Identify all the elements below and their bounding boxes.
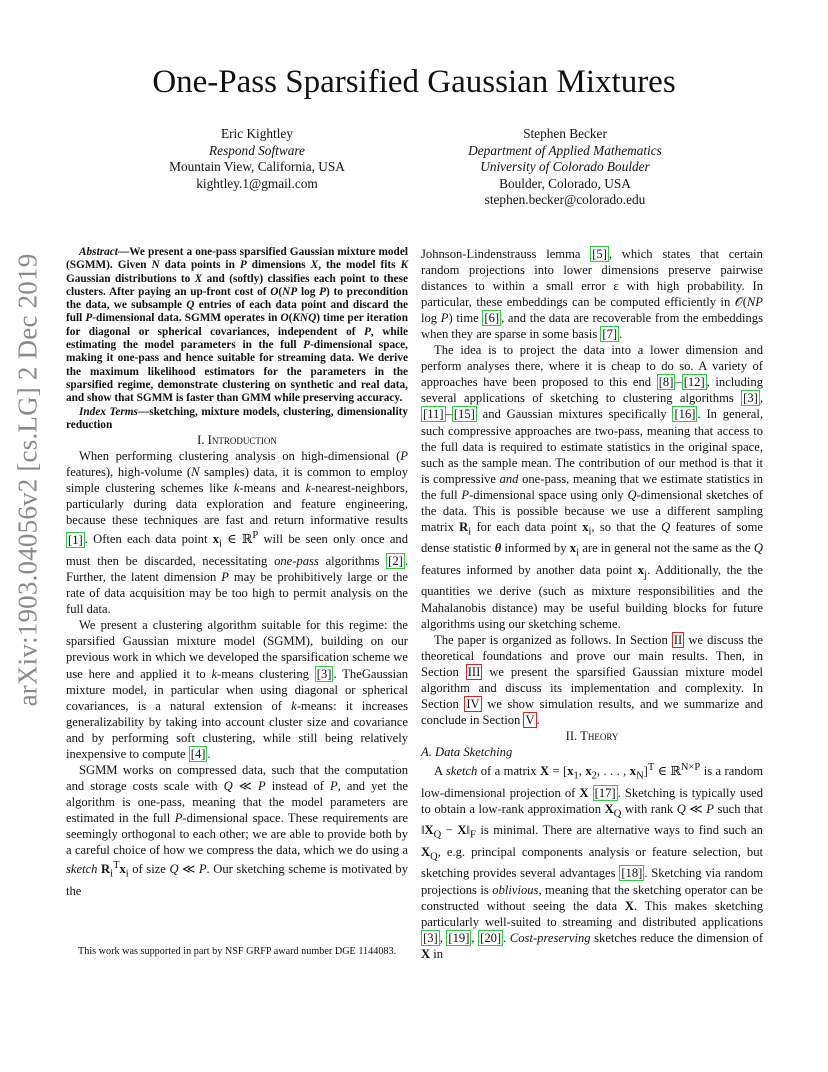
author-location: Mountain View, California, USA xyxy=(169,159,345,174)
author-block-1 xyxy=(157,126,357,192)
section-heading-theory: II. Theory xyxy=(565,728,619,743)
abstract: Abstract—We present a one-pass sparsified Gaussian mixture model (SGMM). Given N data points in P dimensions X, the model fits K Gaussian distributions to X and (softly) classifies each point to these clusters. After paying an up-front cost of O(NP log P) to precondition the data, we subsample Q entries of each data point and discard the full P-dimensional data. SGMM operates in O(KNQ) time per iteration for diagonal or spherical covariances, independent of P, while estimating the model parameters in the full P-dimensional space, making it one-pass and hence suitable for streaming data. We derive the maximum likelihood estimators for the parameters in the sparsified regime, demonstrate clustering on synthetic and real data, and show that SGMM is faster than GMM while preserving accuracy. xyxy=(66,246,409,405)
footnote: This work was supported in part by NSF GRFP award number DGE 1144083. xyxy=(78,946,397,957)
author-block-2 xyxy=(440,126,690,209)
index-terms: Index Terms—sketching, mixture models, clustering, dimensionality reduction xyxy=(66,405,408,431)
body-paragraph: A sketch of a matrix $X = [x_1$, $x_2$, . . . , $x_N]^T$ ∈ ℝ$^{N\times P}$ is a random low-dimensional projection of X [17] . Sketching is typically used to obtain a low-rank approximation $X_Q$ with rank Q ≪ P such that $‖X_Q$ − $X‖_F$ is minimal. There are alternative ways to find such an $X_Q$, e.g. principal components analysis or feature selection, but sketching provides several advantages [18] . Sketching via random projections is oblivious, meaning that the sketching operator can be constructed without seeing the data X. This makes sketching particularly well-suited to streaming and distributed applications [3] , [19] , [20] . Cost-preserving sketches reduce the dimension of X in xyxy=(421,762,764,961)
author-email: stephen.becker@colorado.edu xyxy=(484,192,646,207)
body-paragraph: We present a clustering algorithm suitable for this regime: the sparsified Gaussian mixture model (SGMM), building on our previous work in which we developed the sparsification scheme we use here and applied it to k-means clustering [3] . TheGaussian mixture model, in particular when using diagonal or spherical covariances, is a natural extension of k-means: it increases generalizability by taking into account cluster size and covariance and by performing soft clustering, while still being relatively inexpensive to compute [4] . xyxy=(66,618,409,761)
body-paragraph: The paper is organized as follows. In Section II we discuss the theoretical foundations and prove our main results. Then, in Section III we present the sparsified Gaussian mixture model algorithm and discuss its implementation and complexity. In Section IV we show simulation results, and we summarize and conclude in Section V . xyxy=(421,632,764,727)
right-column xyxy=(421,246,763,962)
section-heading-introduction: I. Introduction xyxy=(197,433,277,448)
author-name: Stephen Becker xyxy=(523,126,607,141)
author-email: kightley.1@gmail.com xyxy=(196,175,318,191)
paper-title: One-Pass Sparsified Gaussian Mixtures xyxy=(152,64,676,100)
arxiv-id: arXiv:1903.04056v2 [cs.LG] 2 Dec 2019 xyxy=(12,253,43,707)
left-column xyxy=(66,246,408,899)
body-paragraph: SGMM works on compressed data, such that the computation and storage costs scale with Q ≪ P instead of P, and yet the algorithm is one-pass, meaning that the model parameters are estimated in the full P-dimensional space. These requirements are seemingly orthogonal to each other; we are able to provide both by a careful choice of how we compress the data, which we do using a sketch $R_i^Tx_i$ of size Q ≪ P. Our sketching scheme is motivated by the xyxy=(66,762,408,898)
arxiv-stamp xyxy=(8,253,48,707)
subsection-heading-data-sketching: A. Data Sketching xyxy=(421,744,513,759)
author-name: Eric Kightley xyxy=(220,126,293,141)
author-affiliation: Respond Software xyxy=(209,142,305,158)
body-paragraph: Johnson-Lindenstrauss lemma [5] , which states that certain random projections into lower dimensions preserve pairwise distances to within a small error ε with high probability. In particular, these embeddings can be computed efficiently in 𝒪(NP log P) time [6] , and the data are recoverable from the embeddings when they are sparse in some basis [7] . xyxy=(421,247,763,342)
author-department: Department of Applied Mathematics xyxy=(468,142,662,158)
author-affiliation: University of Colorado Boulder xyxy=(480,159,650,174)
body-paragraph: When performing clustering analysis on high-dimensional (P features), high-volume (N samples) data, it is common to employ simple clustering schemes like k-means and k-nearest-neighbors, particularly during data exploration and feature engineering, because these techniques are fast and return informative results [1] . Often each data point $x_i$ ∈ ℝ$^P$ will be seen only once and must then be discarded, necessitating one-pass algorithms [2] . Further, the latent dimension P may be prohibitively large or the rate of data acquisition may be too high to permit analysis on the full data. xyxy=(66,449,409,617)
author-location: Boulder, Colorado, USA xyxy=(499,175,631,191)
body-paragraph: The idea is to project the data into a lower dimension and perform analyses there, where it is cheap to do so. A variety of approaches have been proposed to this end [8] – [12] , including several applications of sketching to clustering algorithms [3] , [11] – [15] and Gaussian mixtures specifically [16] . In general, such compressive approaches are two-pass, meaning that access to the full data is required to estimate statistics in the original space, such as the sample mean. The contribution of our method is that it is compressive and one-pass, meaning that we estimate statistics in the full P-dimensional space using only Q-dimensional sketches of the data. This is possible because we use a different sampling matrix $R_i$ for each data point $x_i$, so that the Q features of some dense statistic θ informed by $x_i$ are in general not the same as the Q features informed by another data point $x_j$. Additionally, the the quantities we derive (such as mixture responsibilities and the Mahalanobis distance) may be useful building blocks for future algorithms using our sketching scheme. xyxy=(421,343,764,631)
